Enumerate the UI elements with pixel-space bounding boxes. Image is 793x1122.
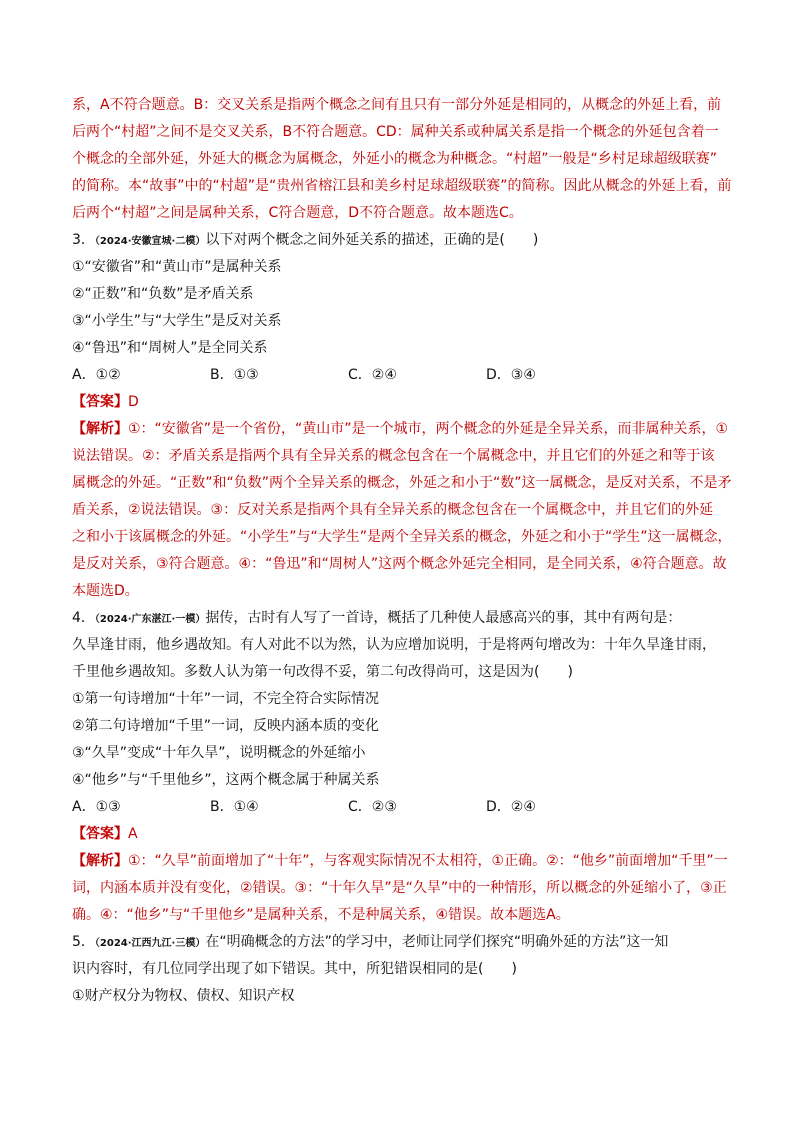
question-text: 久旱逢甘雨，他乡遇故知。有人对此不以为然，认为应增加说明，于是将两句增改为：十年久旱逢甘雨，: [72, 637, 716, 653]
question-text: 以下对两个概念之间外延关系的描述，正确的是( ): [205, 232, 539, 248]
question-stem: [72, 929, 732, 956]
analysis-line: 是反对关系，③符合题意。④：“鲁迅”和“周树人”这两个概念外延完全相同，是全同关系，④符合题意。故: [72, 556, 727, 572]
analysis-line: 【解析】①：“安徽省”是一个省份，“黄山市”是一个城市，两个概念的外延是全异关系，而非属种关系，①: [72, 421, 729, 437]
statement-item: ①财产权分为物权、债权、知识产权: [72, 988, 295, 1004]
option-a: A．①②: [72, 367, 121, 383]
option-b: B．①③: [210, 367, 259, 383]
question-stem: [72, 227, 732, 254]
statement-item: ③“久旱”变成“十年久旱”，说明概念的外延缩小: [72, 745, 366, 761]
statement-item: ③“小学生”与“大学生”是反对关系: [72, 313, 282, 329]
statement-item: ②第二句诗增加“千里”一词，反映内涵本质的变化: [72, 718, 380, 734]
question-number: 5．: [72, 934, 95, 950]
question-5: [72, 929, 732, 1010]
option-d: D．②④: [486, 799, 536, 815]
text-line: 系，A不符合题意。B：交叉关系是指两个概念之间有且只有一部分外延是相同的，从概念的外延上看，前: [72, 97, 722, 113]
question-number: 4．: [72, 610, 95, 626]
answer-value: D: [128, 394, 139, 410]
prev-analysis: [72, 92, 732, 227]
question-source: （2024·江西九江·三模）: [94, 938, 206, 949]
answer-options: [72, 362, 732, 389]
analysis-line: 【解析】①：“久旱”前面增加了“十年”，与客观实际情况不太相符，①正确。②：“他乡”前面增加“千里”一: [72, 853, 728, 869]
analysis-line: 词，内涵本质并没有变化，②错误。③：“十年久旱”是“久旱”中的一种情形，所以概念的外延缩小了，③正: [72, 880, 727, 896]
question-source: （2024·安徽宣城·二模）: [94, 236, 206, 247]
question-text: 在“明确概念的方法”的学习中，老师让同学们探究“明确外延的方法”这一知: [205, 934, 669, 950]
text-line: 的简称。本“故事”中的“村超”是“贵州省榕江县和美乡村足球超级联赛”的简称。因此从概念的外延上看，前: [72, 178, 732, 194]
question-stem: [72, 605, 732, 632]
question-text: 千里他乡遇故知。多数人认为第一句改得不妥，第二句改得尚可，这是因为( ): [72, 664, 573, 680]
analysis-line: 确。④：“他乡”与“千里他乡”是属种关系，不是种属关系，④错误。故本题选A。: [72, 907, 570, 923]
question-3: [72, 227, 732, 605]
text-line: 后两个“村超”之间不是交叉关系，B不符合题意。CD：属种关系或种属关系是指一个概念的外延包含着一: [72, 124, 719, 140]
analysis-tag: 【解析】: [72, 853, 128, 869]
answer-tag: 【答案】: [72, 826, 128, 842]
question-text: 据传，古时有人写了一首诗，概括了几种使人最感高兴的事，其中有两句是：: [205, 610, 682, 626]
answer-options: [72, 794, 732, 821]
document-page: [72, 92, 732, 1010]
question-number: 3．: [72, 232, 95, 248]
answer-line: [72, 821, 732, 848]
text-line: 后两个“村超”之间是属种关系，C符合题意，D不符合题意。故本题选C。: [72, 205, 523, 221]
analysis-line: 之和小于该属概念的外延。“小学生”与“大学生”是两个全异关系的概念，外延之和小于“学生”这一属概念，: [72, 529, 732, 545]
option-a: A．①③: [72, 799, 121, 815]
statement-item: ①“安徽省”和“黄山市”是属种关系: [72, 259, 282, 275]
statement-item: ②“正数”和“负数”是矛盾关系: [72, 286, 254, 302]
question-text: 识内容时，有几位同学出现了如下错误。其中，所犯错误相同的是( ): [72, 961, 517, 977]
statement-item: ④“他乡”与“千里他乡”，这两个概念属于种属关系: [72, 772, 380, 788]
text-line: 个概念的全部外延，外延大的概念为属概念，外延小的概念为种概念。“村超”一般是“乡村足球超级联赛”: [72, 151, 718, 167]
analysis-line: 本题选D。: [72, 583, 139, 599]
answer-tag: 【答案】: [72, 394, 128, 410]
analysis-line: 盾关系，②说法错误。③：反对关系是指两个具有全异关系的概念包含在一个属概念中，并且它们的外延: [72, 502, 714, 518]
answer-value: A: [128, 826, 138, 842]
option-b: B．①④: [210, 799, 259, 815]
analysis-line: 说法错误。②：矛盾关系是指两个具有全异关系的概念包含在一个属概念中，并且它们的外延之和等于该: [72, 448, 715, 464]
option-c: C．②④: [348, 367, 397, 383]
question-4: [72, 605, 732, 929]
analysis-tag: 【解析】: [72, 421, 128, 437]
statement-item: ④“鲁迅”和“周树人”是全同关系: [72, 340, 268, 356]
statement-item: ①第一句诗增加“十年”一词，不完全符合实际情况: [72, 691, 380, 707]
option-c: C．②③: [348, 799, 397, 815]
answer-line: [72, 389, 732, 416]
question-source: （2024·广东湛江·一模）: [94, 614, 206, 625]
analysis-line: 属概念的外延。“正数”和“负数”两个全异关系的概念，外延之和小于“数”这一属概念，是反对关系，不是矛: [72, 475, 732, 491]
option-d: D．③④: [486, 367, 536, 383]
